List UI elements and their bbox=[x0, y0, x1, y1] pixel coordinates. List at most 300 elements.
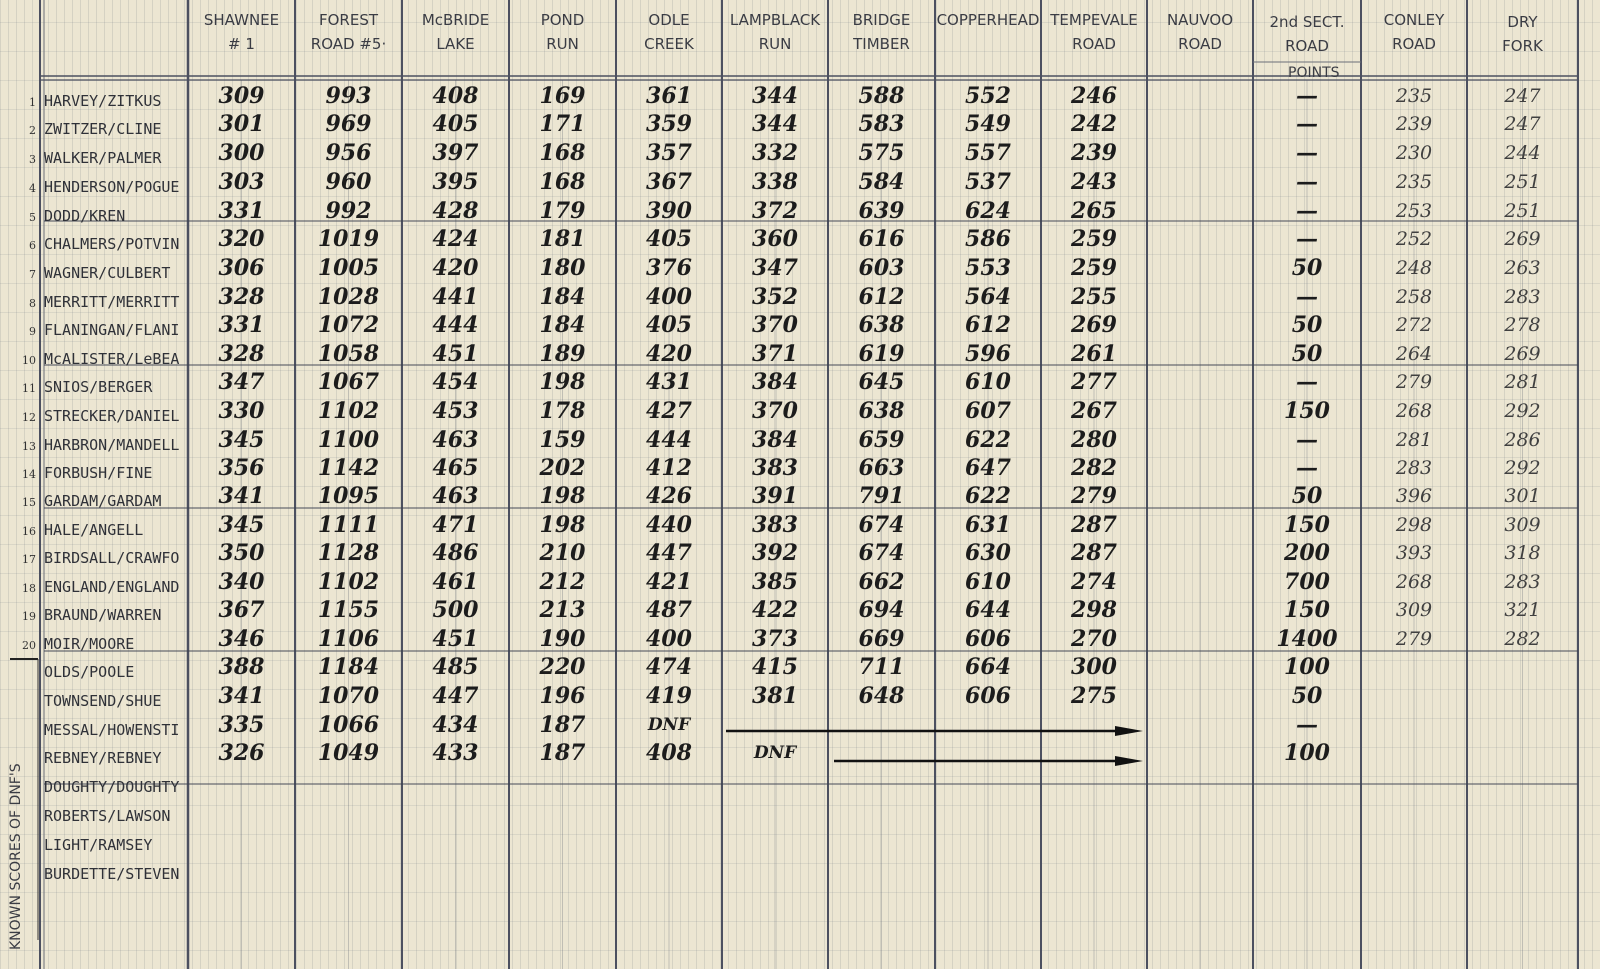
score-cell-mcbride: 500 bbox=[432, 597, 479, 623]
score-cell-odle: 421 bbox=[646, 569, 692, 595]
score-cell-shawnee1: 301 bbox=[218, 111, 265, 137]
score-cell-lampblack: 372 bbox=[752, 198, 798, 224]
score-cell-mcbride: 451 bbox=[432, 626, 479, 652]
score-cell-forest5: 1072 bbox=[317, 312, 380, 338]
row-number: 5 bbox=[29, 211, 36, 224]
column-header-shawnee1 bbox=[188, 8, 295, 56]
column-header-line1: LAMPBLACK bbox=[729, 11, 821, 29]
score-cell-dryfork: 318 bbox=[1504, 542, 1541, 564]
score-cell-forest5: 1005 bbox=[317, 255, 380, 281]
score-cell-second: — bbox=[1296, 83, 1318, 109]
score-cell-conley: 283 bbox=[1395, 457, 1433, 479]
row-number: 1 bbox=[29, 96, 36, 109]
score-cell-lampblack: 338 bbox=[752, 169, 798, 195]
column-header-line1: NAUVOO bbox=[1166, 11, 1234, 29]
score-cell-tempevale: 267 bbox=[1071, 398, 1117, 424]
score-cell-dryfork: 286 bbox=[1504, 429, 1541, 451]
score-cell-dryfork: 278 bbox=[1504, 314, 1541, 336]
score-cell-dryfork: 269 bbox=[1504, 343, 1541, 365]
score-cell-pond: 178 bbox=[539, 398, 586, 424]
row-number: 16 bbox=[22, 525, 36, 538]
score-cell-bridge: 669 bbox=[858, 626, 905, 652]
team-name: WAGNER/CULBERT bbox=[44, 264, 171, 282]
score-cell-tempevale: 243 bbox=[1071, 169, 1117, 195]
score-cell-tempevale: 274 bbox=[1071, 569, 1117, 595]
dnf-arrow-head bbox=[1115, 756, 1143, 766]
score-cell-conley: 268 bbox=[1395, 571, 1433, 593]
score-cell-conley: 279 bbox=[1395, 371, 1433, 393]
score-cell-dryfork: 247 bbox=[1504, 85, 1541, 107]
score-cell-shawnee1: 306 bbox=[218, 255, 265, 281]
score-cell-copperhead: 607 bbox=[965, 398, 1011, 424]
score-cell-odle: 357 bbox=[646, 140, 692, 166]
score-cell-bridge: 588 bbox=[858, 83, 905, 109]
score-cell-tempevale: 282 bbox=[1071, 455, 1117, 481]
score-cell-lampblack: 344 bbox=[752, 111, 798, 137]
score-cell-shawnee1: 326 bbox=[218, 740, 265, 766]
column-header-line2: RUN bbox=[546, 35, 579, 53]
score-cell-copperhead: 630 bbox=[965, 540, 1011, 566]
score-cell-copperhead: 610 bbox=[965, 369, 1011, 395]
column-header-dryfork bbox=[1467, 10, 1578, 58]
column-header-line2: # 1 bbox=[228, 35, 255, 53]
score-cell-forest5: 1058 bbox=[317, 341, 380, 367]
dnf-arrow-head bbox=[1115, 726, 1143, 736]
score-cell-shawnee1: 367 bbox=[218, 597, 265, 623]
score-cell-second: 50 bbox=[1291, 312, 1323, 338]
score-cell-shawnee1: 341 bbox=[218, 483, 265, 509]
score-cell-dryfork: 244 bbox=[1504, 142, 1541, 164]
score-cell-mcbride: 434 bbox=[432, 712, 479, 738]
score-cell-bridge: 659 bbox=[858, 427, 905, 453]
team-name: BRAUND/WARREN bbox=[44, 606, 162, 624]
score-cell-odle: 400 bbox=[646, 284, 692, 310]
column-header-line1: FOREST bbox=[318, 11, 379, 29]
team-name: ZWITZER/CLINE bbox=[44, 120, 162, 138]
team-name: DODD/KREN bbox=[44, 207, 126, 225]
score-cell-shawnee1: 331 bbox=[218, 312, 265, 338]
score-cell-mcbride: 465 bbox=[432, 455, 479, 481]
row-number: 18 bbox=[22, 582, 36, 595]
team-name: ENGLAND/ENGLAND bbox=[44, 578, 180, 596]
score-cell-copperhead: 624 bbox=[965, 198, 1011, 224]
score-cell-conley: 258 bbox=[1395, 286, 1433, 308]
column-header-forest5 bbox=[295, 8, 402, 56]
score-cell-mcbride: 453 bbox=[432, 398, 479, 424]
score-cell-mcbride: 433 bbox=[432, 740, 479, 766]
score-cell-shawnee1: 350 bbox=[218, 540, 265, 566]
team-name: FORBUSH/FINE bbox=[44, 464, 153, 482]
column-header-nauvoo bbox=[1147, 8, 1253, 56]
score-cell-tempevale: 259 bbox=[1071, 255, 1117, 281]
score-cell-conley: 235 bbox=[1395, 171, 1433, 193]
score-cell-forest5: 992 bbox=[325, 198, 372, 224]
row-number: 13 bbox=[22, 440, 36, 453]
score-cell-odle: 444 bbox=[646, 427, 692, 453]
score-cell-second: 100 bbox=[1284, 654, 1330, 680]
points-label: POINTS bbox=[1288, 65, 1340, 81]
score-cell-forest5: 993 bbox=[325, 83, 372, 109]
score-cell-copperhead: 606 bbox=[965, 683, 1011, 709]
score-cell-second: — bbox=[1296, 712, 1318, 738]
score-cell-conley: 248 bbox=[1395, 257, 1433, 279]
score-cell-forest5: 1070 bbox=[317, 683, 380, 709]
score-cell-dryfork: 269 bbox=[1504, 228, 1541, 250]
score-cell-bridge: 638 bbox=[858, 312, 905, 338]
score-cell-conley: 396 bbox=[1395, 485, 1433, 507]
team-name: FLANINGAN/FLANI bbox=[44, 321, 180, 339]
score-cell-odle: DNF bbox=[647, 715, 691, 735]
score-cell-pond: 196 bbox=[539, 683, 586, 709]
score-cell-copperhead: 537 bbox=[965, 169, 1011, 195]
score-cell-tempevale: 279 bbox=[1071, 483, 1117, 509]
score-cell-mcbride: 454 bbox=[432, 369, 479, 395]
row-number: 11 bbox=[22, 382, 36, 395]
score-cell-pond: 187 bbox=[539, 712, 586, 738]
score-cell-lampblack: 391 bbox=[752, 483, 798, 509]
score-cell-lampblack: 371 bbox=[752, 341, 798, 367]
score-cell-second: 200 bbox=[1284, 540, 1330, 566]
score-cell-tempevale: 298 bbox=[1071, 597, 1117, 623]
score-cell-pond: 198 bbox=[539, 369, 586, 395]
score-cell-tempevale: 255 bbox=[1071, 284, 1117, 310]
score-cell-conley: 253 bbox=[1395, 200, 1433, 222]
score-cell-bridge: 674 bbox=[858, 512, 905, 538]
score-cell-tempevale: 261 bbox=[1071, 341, 1117, 367]
team-name: TOWNSEND/SHUE bbox=[44, 692, 162, 710]
score-cell-odle: 487 bbox=[646, 597, 692, 623]
column-header-line2: ROAD bbox=[1178, 35, 1222, 53]
score-cell-second: 150 bbox=[1284, 597, 1330, 623]
score-cell-lampblack: 347 bbox=[752, 255, 798, 281]
score-cell-mcbride: 395 bbox=[432, 169, 479, 195]
score-cell-shawnee1: 330 bbox=[218, 398, 265, 424]
score-cell-copperhead: 606 bbox=[965, 626, 1011, 652]
score-cell-pond: 212 bbox=[539, 569, 586, 595]
score-cell-tempevale: 277 bbox=[1071, 369, 1117, 395]
column-header-odle bbox=[616, 8, 722, 56]
score-cell-mcbride: 397 bbox=[432, 140, 479, 166]
row-number: 7 bbox=[29, 268, 36, 281]
score-cell-dryfork: 263 bbox=[1504, 257, 1541, 279]
score-cell-conley: 298 bbox=[1395, 514, 1433, 536]
score-cell-copperhead: 610 bbox=[965, 569, 1011, 595]
column-header-line1: SHAWNEE bbox=[203, 11, 280, 29]
score-cell-shawnee1: 340 bbox=[218, 569, 265, 595]
score-cell-shawnee1: 328 bbox=[218, 284, 265, 310]
score-cell-conley: 268 bbox=[1395, 400, 1433, 422]
row-number: 19 bbox=[22, 610, 36, 623]
score-cell-lampblack: 360 bbox=[752, 226, 798, 252]
score-cell-conley: 393 bbox=[1395, 542, 1433, 564]
score-cell-shawnee1: 335 bbox=[218, 712, 265, 738]
score-cell-dryfork: 292 bbox=[1504, 400, 1541, 422]
column-header-line2: ROAD bbox=[1285, 37, 1329, 55]
score-cell-bridge: 616 bbox=[858, 226, 905, 252]
column-header-line1: COPPERHEAD bbox=[936, 11, 1040, 29]
score-cell-odle: 474 bbox=[646, 654, 692, 680]
score-cell-lampblack: 384 bbox=[752, 427, 798, 453]
score-cell-tempevale: 246 bbox=[1071, 83, 1117, 109]
column-header-bridge bbox=[828, 8, 935, 56]
score-cell-conley: 264 bbox=[1395, 343, 1433, 365]
score-cell-shawnee1: 303 bbox=[218, 169, 265, 195]
score-cell-forest5: 1049 bbox=[317, 740, 380, 766]
score-cell-conley: 309 bbox=[1395, 599, 1433, 621]
row-number: 8 bbox=[29, 297, 36, 310]
score-cell-bridge: 791 bbox=[858, 483, 905, 509]
score-cell-odle: 400 bbox=[646, 626, 692, 652]
score-cell-pond: 171 bbox=[539, 111, 586, 137]
score-cell-odle: 447 bbox=[646, 540, 692, 566]
score-cell-bridge: 674 bbox=[858, 540, 905, 566]
team-name: REBNEY/REBNEY bbox=[44, 749, 162, 767]
score-cell-shawnee1: 356 bbox=[218, 455, 265, 481]
column-header-line1: DRY bbox=[1507, 13, 1538, 31]
score-cell-lampblack: 384 bbox=[752, 369, 798, 395]
score-cell-second: 50 bbox=[1291, 255, 1323, 281]
score-cell-second: — bbox=[1296, 226, 1318, 252]
score-cell-conley: 235 bbox=[1395, 85, 1433, 107]
team-name: BIRDSALL/CRAWFO bbox=[44, 549, 180, 567]
score-cell-conley: 230 bbox=[1395, 142, 1433, 164]
score-cell-second: 50 bbox=[1291, 341, 1323, 367]
score-cell-odle: 390 bbox=[646, 198, 692, 224]
score-cell-copperhead: 549 bbox=[965, 111, 1011, 137]
score-cell-mcbride: 428 bbox=[432, 198, 479, 224]
score-cell-dryfork: 247 bbox=[1504, 113, 1541, 135]
score-cell-odle: 440 bbox=[646, 512, 692, 538]
column-header-line1: 2nd SECT. bbox=[1269, 13, 1345, 31]
score-cell-shawnee1: 388 bbox=[218, 654, 265, 680]
column-header-line1: TEMPEVALE bbox=[1050, 11, 1138, 29]
score-cell-mcbride: 485 bbox=[432, 654, 479, 680]
score-cell-dryfork: 283 bbox=[1504, 286, 1541, 308]
score-cell-bridge: 662 bbox=[858, 569, 905, 595]
team-name: DOUGHTY/DOUGHTY bbox=[44, 778, 180, 796]
score-cell-pond: 202 bbox=[539, 455, 586, 481]
score-cell-conley: 272 bbox=[1395, 314, 1433, 336]
team-name: LIGHT/RAMSEY bbox=[44, 836, 153, 854]
score-cell-pond: 168 bbox=[539, 169, 586, 195]
score-cell-dryfork: 281 bbox=[1504, 371, 1541, 393]
score-cell-odle: 426 bbox=[646, 483, 692, 509]
team-name: CHALMERS/POTVIN bbox=[44, 235, 180, 253]
score-cell-lampblack: 352 bbox=[752, 284, 798, 310]
score-cell-forest5: 1106 bbox=[317, 626, 380, 652]
score-cell-forest5: 1067 bbox=[317, 369, 380, 395]
column-header-lampblack bbox=[722, 8, 828, 56]
score-cell-forest5: 1100 bbox=[317, 427, 380, 453]
score-cell-copperhead: 622 bbox=[965, 427, 1011, 453]
score-cell-tempevale: 269 bbox=[1071, 312, 1117, 338]
column-header-line2: TIMBER bbox=[853, 35, 910, 53]
row-number: 4 bbox=[29, 182, 36, 195]
score-cell-bridge: 638 bbox=[858, 398, 905, 424]
score-cell-pond: 184 bbox=[539, 284, 586, 310]
score-cell-pond: 213 bbox=[539, 597, 586, 623]
score-cell-forest5: 1102 bbox=[317, 398, 380, 424]
team-name: ROBERTS/LAWSON bbox=[44, 807, 171, 825]
score-cell-shawnee1: 320 bbox=[218, 226, 265, 252]
team-name: HARBRON/MANDELL bbox=[44, 436, 180, 454]
score-cell-bridge: 612 bbox=[858, 284, 905, 310]
score-cell-lampblack: 370 bbox=[752, 312, 798, 338]
score-cell-mcbride: 424 bbox=[432, 226, 479, 252]
score-cell-tempevale: 242 bbox=[1071, 111, 1117, 137]
score-cell-bridge: 648 bbox=[858, 683, 905, 709]
score-cell-forest5: 1095 bbox=[317, 483, 380, 509]
score-cell-second: — bbox=[1296, 427, 1318, 453]
score-cell-second: — bbox=[1296, 140, 1318, 166]
score-cell-lampblack: 383 bbox=[752, 455, 798, 481]
score-cell-pond: 189 bbox=[539, 341, 586, 367]
score-cell-copperhead: 557 bbox=[965, 140, 1011, 166]
column-header-line1: McBRIDE bbox=[421, 11, 490, 29]
score-cell-mcbride: 463 bbox=[432, 483, 479, 509]
score-cell-forest5: 1155 bbox=[317, 597, 380, 623]
score-cell-odle: 405 bbox=[646, 226, 692, 252]
score-cell-odle: 408 bbox=[646, 740, 692, 766]
column-header-line1: POND bbox=[540, 11, 585, 29]
score-cell-odle: 431 bbox=[646, 369, 692, 395]
score-cell-pond: 169 bbox=[539, 83, 586, 109]
score-cell-forest5: 956 bbox=[325, 140, 372, 166]
score-cell-mcbride: 463 bbox=[432, 427, 479, 453]
score-cell-copperhead: 596 bbox=[965, 341, 1011, 367]
score-cell-mcbride: 441 bbox=[432, 284, 479, 310]
row-number: 10 bbox=[22, 354, 36, 367]
score-cell-mcbride: 444 bbox=[432, 312, 479, 338]
score-cell-pond: 184 bbox=[539, 312, 586, 338]
column-header-pond bbox=[509, 8, 616, 56]
score-cell-dryfork: 283 bbox=[1504, 571, 1541, 593]
score-cell-forest5: 1184 bbox=[317, 654, 380, 680]
score-cell-second: 150 bbox=[1284, 398, 1330, 424]
score-cell-lampblack: 422 bbox=[752, 597, 798, 623]
score-cell-lampblack: 381 bbox=[752, 683, 798, 709]
row-number: 12 bbox=[22, 411, 36, 424]
score-cell-odle: 419 bbox=[646, 683, 692, 709]
score-cell-pond: 190 bbox=[539, 626, 586, 652]
row-number: 17 bbox=[22, 553, 36, 566]
score-cell-forest5: 1066 bbox=[317, 712, 380, 738]
score-cell-shawnee1: 345 bbox=[218, 512, 265, 538]
score-cell-dryfork: 321 bbox=[1504, 599, 1541, 621]
row-number: 20 bbox=[22, 639, 36, 652]
team-name: HALE/ANGELL bbox=[44, 521, 144, 539]
score-cell-mcbride: 451 bbox=[432, 341, 479, 367]
column-header-line1: ODLE bbox=[648, 11, 690, 29]
dnf-side-label: KNOWN SCORES OF DNF'S bbox=[8, 763, 24, 950]
row-number: 15 bbox=[22, 496, 36, 509]
score-cell-shawnee1: 347 bbox=[218, 369, 265, 395]
column-header-line2: CREEK bbox=[644, 35, 694, 53]
score-cell-dryfork: 282 bbox=[1504, 628, 1541, 650]
score-cell-copperhead: 552 bbox=[965, 83, 1011, 109]
team-name: HENDERSON/POGUE bbox=[44, 178, 180, 196]
score-cell-shawnee1: 300 bbox=[218, 140, 265, 166]
score-cell-second: 100 bbox=[1284, 740, 1330, 766]
column-header-second bbox=[1253, 10, 1361, 58]
team-name: HARVEY/ZITKUS bbox=[44, 92, 162, 110]
score-cell-lampblack: 344 bbox=[752, 83, 798, 109]
column-header-copperhead bbox=[935, 8, 1041, 32]
score-cell-pond: 181 bbox=[539, 226, 586, 252]
score-cell-second: 1400 bbox=[1276, 626, 1338, 652]
score-cell-second: — bbox=[1296, 455, 1318, 481]
score-cell-second: 50 bbox=[1291, 683, 1323, 709]
team-name: SNIOS/BERGER bbox=[44, 378, 153, 396]
score-cell-odle: 359 bbox=[646, 111, 692, 137]
score-cell-second: — bbox=[1296, 369, 1318, 395]
score-cell-copperhead: 664 bbox=[965, 654, 1011, 680]
column-header-conley bbox=[1361, 8, 1467, 56]
score-cell-forest5: 1128 bbox=[317, 540, 380, 566]
team-name: BURDETTE/STEVEN bbox=[44, 865, 180, 883]
team-name: MOIR/MOORE bbox=[44, 635, 135, 653]
score-cell-mcbride: 405 bbox=[432, 111, 479, 137]
score-cell-lampblack: 385 bbox=[752, 569, 798, 595]
score-cell-second: — bbox=[1296, 111, 1318, 137]
score-cell-bridge: 645 bbox=[858, 369, 905, 395]
score-cell-mcbride: 461 bbox=[432, 569, 479, 595]
score-cell-shawnee1: 309 bbox=[218, 83, 265, 109]
score-cell-tempevale: 265 bbox=[1071, 198, 1117, 224]
score-cell-mcbride: 420 bbox=[432, 255, 479, 281]
row-number: 9 bbox=[29, 325, 36, 338]
score-cell-dryfork: 251 bbox=[1504, 200, 1541, 222]
score-cell-forest5: 1102 bbox=[317, 569, 380, 595]
score-cell-tempevale: 287 bbox=[1071, 512, 1117, 538]
team-name: GARDAM/GARDAM bbox=[44, 492, 162, 510]
team-name: OLDS/POOLE bbox=[44, 663, 135, 681]
score-cell-pond: 168 bbox=[539, 140, 586, 166]
score-cell-forest5: 960 bbox=[325, 169, 372, 195]
row-number: 14 bbox=[22, 468, 36, 481]
score-cell-forest5: 1028 bbox=[317, 284, 380, 310]
score-cell-shawnee1: 341 bbox=[218, 683, 265, 709]
score-cell-odle: 412 bbox=[646, 455, 692, 481]
score-cell-forest5: 1142 bbox=[317, 455, 380, 481]
score-cell-lampblack: 373 bbox=[752, 626, 798, 652]
score-cell-copperhead: 647 bbox=[965, 455, 1011, 481]
score-cell-pond: 159 bbox=[539, 427, 586, 453]
score-cell-copperhead: 564 bbox=[965, 284, 1011, 310]
score-cell-lampblack: 332 bbox=[752, 140, 798, 166]
team-name: MERRITT/MERRITT bbox=[44, 293, 180, 311]
column-header-line2: RUN bbox=[758, 35, 792, 53]
score-cell-second: 700 bbox=[1284, 569, 1330, 595]
score-cell-pond: 198 bbox=[539, 483, 586, 509]
score-cell-mcbride: 486 bbox=[432, 540, 479, 566]
score-cell-lampblack: DNF bbox=[753, 743, 797, 763]
score-cell-dryfork: 301 bbox=[1504, 485, 1541, 507]
score-cell-forest5: 1019 bbox=[317, 226, 380, 252]
column-header-mcbride bbox=[402, 8, 509, 56]
team-name: MESSAL/HOWENSTI bbox=[44, 721, 180, 739]
score-cell-odle: 405 bbox=[646, 312, 692, 338]
score-cell-mcbride: 408 bbox=[432, 83, 479, 109]
score-cell-bridge: 663 bbox=[858, 455, 905, 481]
column-header-line2: FORK bbox=[1502, 37, 1543, 55]
column-header-line1: CONLEY bbox=[1383, 11, 1445, 29]
score-cell-lampblack: 415 bbox=[752, 654, 798, 680]
score-cell-tempevale: 287 bbox=[1071, 540, 1117, 566]
score-cell-bridge: 583 bbox=[858, 111, 905, 137]
row-number: 2 bbox=[29, 124, 36, 137]
score-cell-conley: 279 bbox=[1395, 628, 1433, 650]
